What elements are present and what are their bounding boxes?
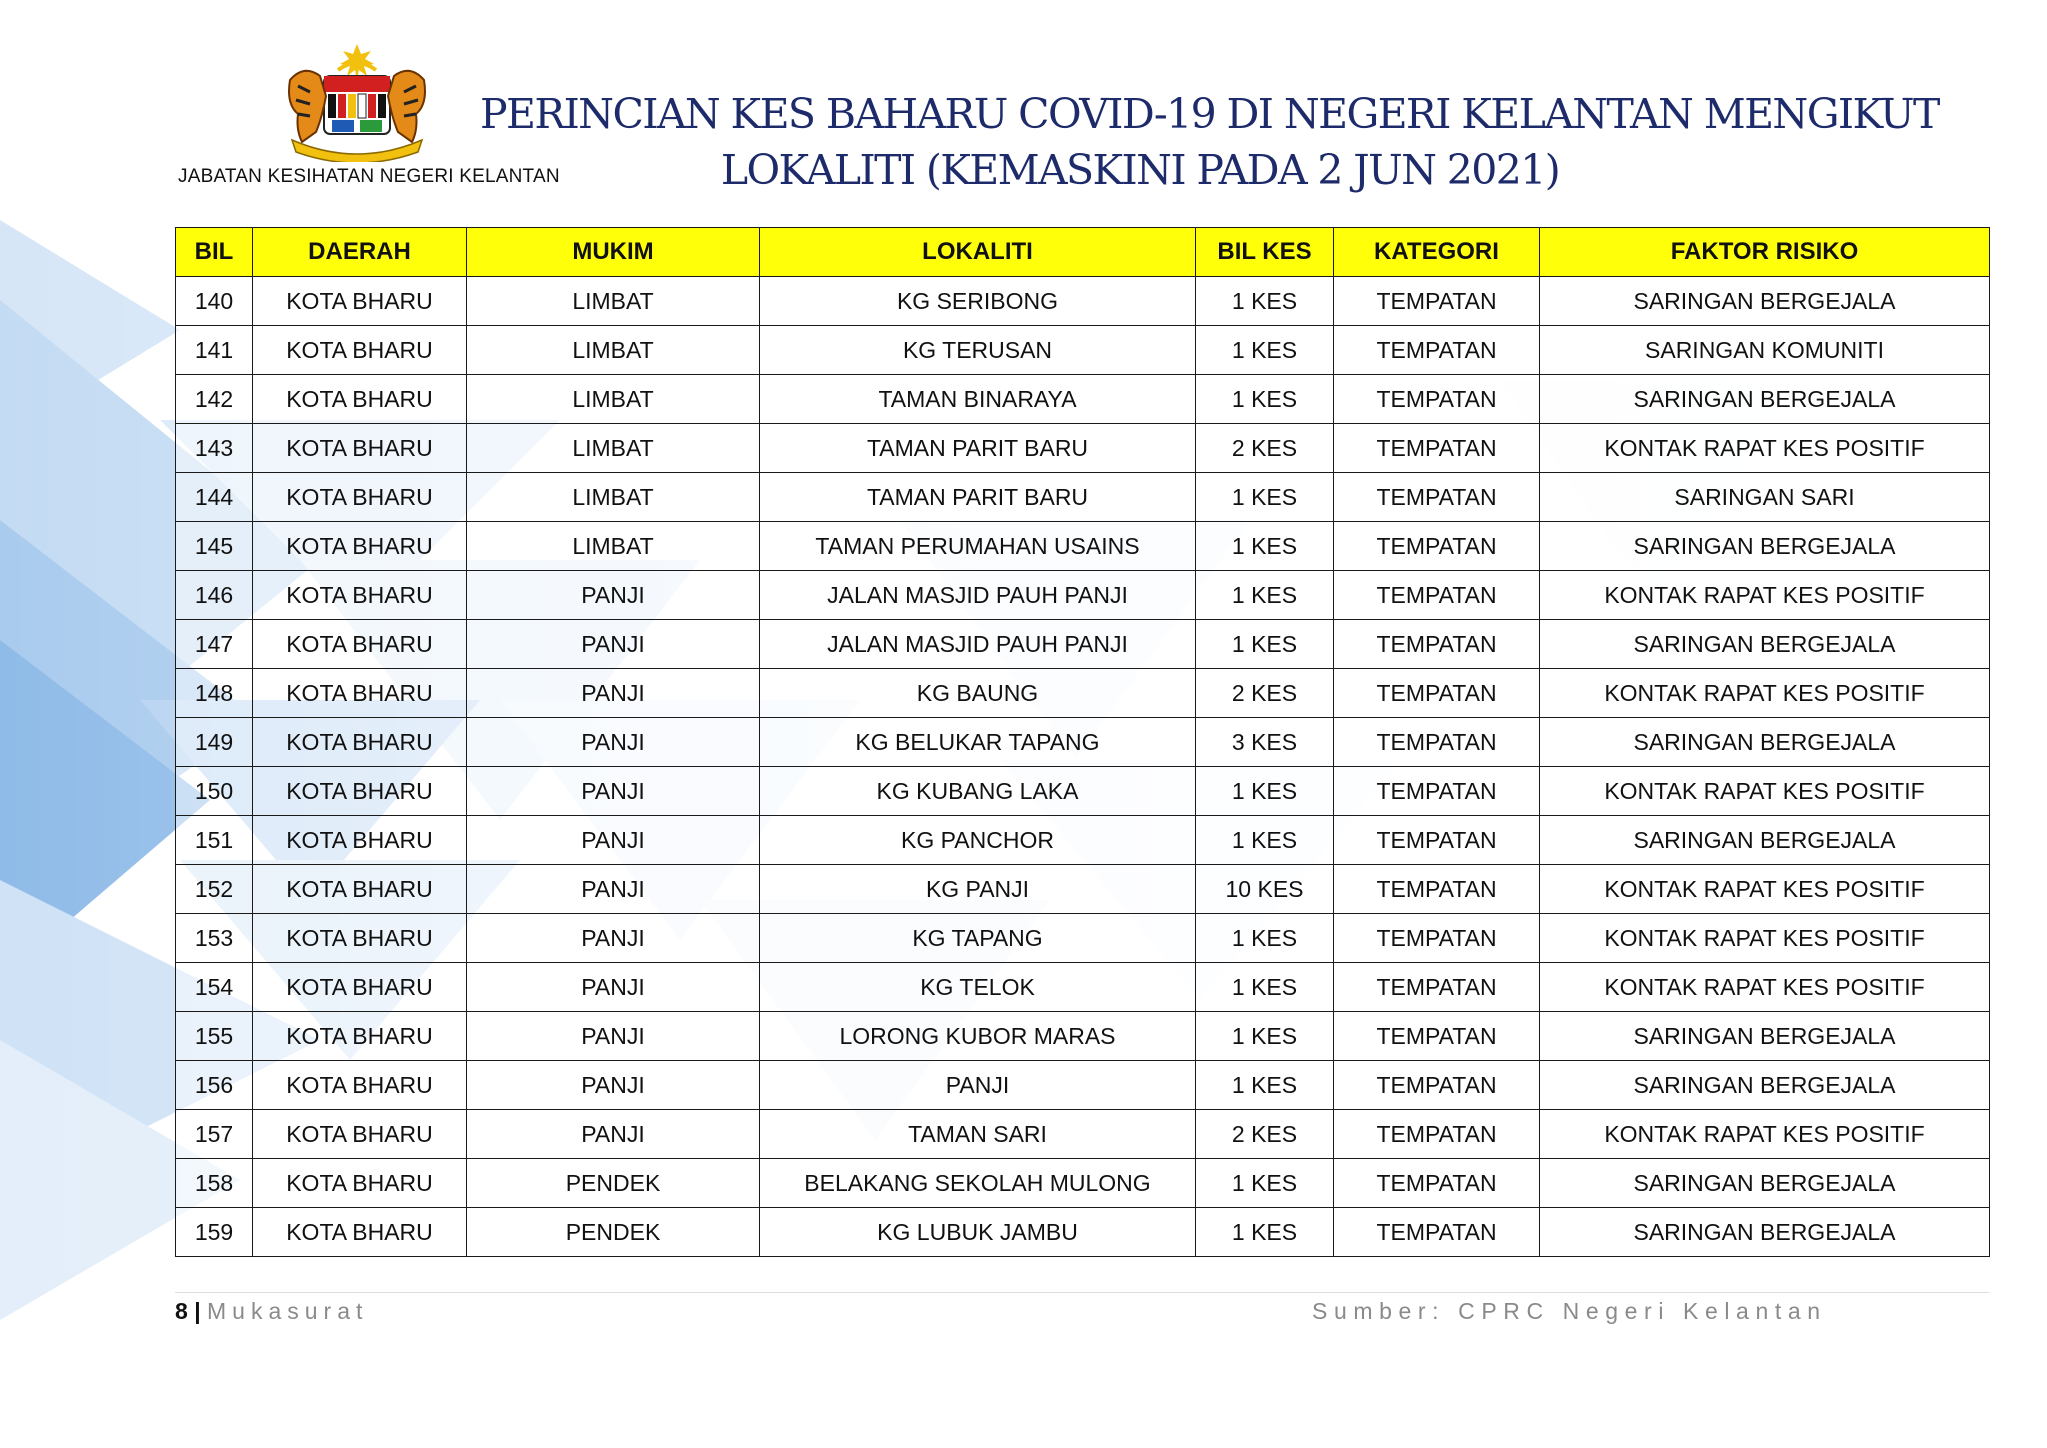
organization-name: JABATAN KESIHATAN NEGERI KELANTAN (178, 166, 560, 187)
cell-kategori: TEMPATAN (1334, 1061, 1540, 1110)
table-row (176, 620, 1990, 669)
cell-kategori: TEMPATAN (1334, 620, 1540, 669)
cell-daerah: KOTA BHARU (253, 767, 467, 816)
cell-lokaliti: KG BELUKAR TAPANG (760, 718, 1196, 767)
cell-bil-kes: 1 KES (1196, 620, 1334, 669)
cell-faktor-risiko: SARINGAN BERGEJALA (1540, 375, 1990, 424)
footer-separator: | (194, 1298, 201, 1324)
cell-daerah: KOTA BHARU (253, 1208, 467, 1257)
cell-bil: 145 (176, 522, 253, 571)
cell-faktor-risiko: KONTAK RAPAT KES POSITIF (1540, 767, 1990, 816)
cell-faktor-risiko: KONTAK RAPAT KES POSITIF (1540, 914, 1990, 963)
cell-bil-kes: 1 KES (1196, 816, 1334, 865)
cell-lokaliti: PANJI (760, 1061, 1196, 1110)
cell-daerah: KOTA BHARU (253, 473, 467, 522)
cell-bil-kes: 1 KES (1196, 326, 1334, 375)
cell-faktor-risiko: SARINGAN BERGEJALA (1540, 1061, 1990, 1110)
column-header-kategori: KATEGORI (1334, 228, 1540, 277)
table-row (176, 767, 1990, 816)
cell-bil: 153 (176, 914, 253, 963)
cell-kategori: TEMPATAN (1334, 963, 1540, 1012)
cell-mukim: LIMBAT (467, 326, 760, 375)
cell-lokaliti: KG TAPANG (760, 914, 1196, 963)
cell-faktor-risiko: KONTAK RAPAT KES POSITIF (1540, 963, 1990, 1012)
cell-mukim: PANJI (467, 718, 760, 767)
cell-bil: 143 (176, 424, 253, 473)
cell-mukim: PANJI (467, 1012, 760, 1061)
cell-faktor-risiko: SARINGAN BERGEJALA (1540, 1012, 1990, 1061)
cell-lokaliti: TAMAN SARI (760, 1110, 1196, 1159)
table-row (176, 669, 1990, 718)
title-line-1: PERINCIAN KES BAHARU COVID-19 DI NEGERI KELANTAN MENGIKUT (480, 90, 1939, 138)
cell-faktor-risiko: SARINGAN SARI (1540, 473, 1990, 522)
cell-daerah: KOTA BHARU (253, 620, 467, 669)
cell-daerah: KOTA BHARU (253, 914, 467, 963)
cell-daerah: KOTA BHARU (253, 277, 467, 326)
cell-daerah: KOTA BHARU (253, 718, 467, 767)
cell-lokaliti: KG PANJI (760, 865, 1196, 914)
cell-daerah: KOTA BHARU (253, 571, 467, 620)
table-row (176, 1110, 1990, 1159)
table-row (176, 914, 1990, 963)
cell-lokaliti: BELAKANG SEKOLAH MULONG (760, 1159, 1196, 1208)
cell-daerah: KOTA BHARU (253, 1061, 467, 1110)
cell-bil: 144 (176, 473, 253, 522)
cell-faktor-risiko: SARINGAN BERGEJALA (1540, 1208, 1990, 1257)
page-title (480, 86, 1939, 198)
cell-bil: 155 (176, 1012, 253, 1061)
cell-bil-kes: 1 KES (1196, 1159, 1334, 1208)
column-header-bil-kes: BIL KES (1196, 228, 1334, 277)
cell-mukim: PENDEK (467, 1159, 760, 1208)
cell-bil-kes: 1 KES (1196, 375, 1334, 424)
cell-lokaliti: KG PANCHOR (760, 816, 1196, 865)
cell-faktor-risiko: KONTAK RAPAT KES POSITIF (1540, 1110, 1990, 1159)
cell-bil: 154 (176, 963, 253, 1012)
cell-mukim: LIMBAT (467, 424, 760, 473)
table-row (176, 865, 1990, 914)
cell-bil-kes: 2 KES (1196, 669, 1334, 718)
cell-bil-kes: 1 KES (1196, 767, 1334, 816)
cell-mukim: PANJI (467, 767, 760, 816)
cell-mukim: PANJI (467, 571, 760, 620)
table-row (176, 1159, 1990, 1208)
page-number: 8 (175, 1298, 188, 1324)
cell-daerah: KOTA BHARU (253, 1110, 467, 1159)
cell-faktor-risiko: SARINGAN BERGEJALA (1540, 620, 1990, 669)
cell-faktor-risiko: SARINGAN BERGEJALA (1540, 816, 1990, 865)
cell-bil: 140 (176, 277, 253, 326)
cell-faktor-risiko: SARINGAN BERGEJALA (1540, 718, 1990, 767)
title-line-2: LOKALITI (KEMASKINI PADA 2 JUN 2021) (720, 146, 1560, 194)
cell-daerah: KOTA BHARU (253, 865, 467, 914)
cell-kategori: TEMPATAN (1334, 473, 1540, 522)
cell-lokaliti: KG SERIBONG (760, 277, 1196, 326)
cell-faktor-risiko: KONTAK RAPAT KES POSITIF (1540, 669, 1990, 718)
cell-daerah: KOTA BHARU (253, 816, 467, 865)
cell-mukim: LIMBAT (467, 277, 760, 326)
cell-bil-kes: 1 KES (1196, 571, 1334, 620)
cell-kategori: TEMPATAN (1334, 522, 1540, 571)
cell-lokaliti: JALAN MASJID PAUH PANJI (760, 571, 1196, 620)
cell-bil: 157 (176, 1110, 253, 1159)
cell-bil: 156 (176, 1061, 253, 1110)
table-row (176, 424, 1990, 473)
cell-bil: 159 (176, 1208, 253, 1257)
cell-daerah: KOTA BHARU (253, 963, 467, 1012)
cell-kategori: TEMPATAN (1334, 669, 1540, 718)
cell-lokaliti: TAMAN PARIT BARU (760, 473, 1196, 522)
cell-bil-kes: 3 KES (1196, 718, 1334, 767)
table-row (176, 1012, 1990, 1061)
cell-faktor-risiko: SARINGAN BERGEJALA (1540, 522, 1990, 571)
cell-kategori: TEMPATAN (1334, 816, 1540, 865)
table-row (176, 571, 1990, 620)
column-header-lokaliti: LOKALITI (760, 228, 1196, 277)
cell-bil: 142 (176, 375, 253, 424)
cell-faktor-risiko: SARINGAN BERGEJALA (1540, 1159, 1990, 1208)
cases-table (175, 227, 1990, 1257)
cell-daerah: KOTA BHARU (253, 669, 467, 718)
cell-bil-kes: 1 KES (1196, 473, 1334, 522)
cell-kategori: TEMPATAN (1334, 277, 1540, 326)
column-header-daerah: DAERAH (253, 228, 467, 277)
footer-divider (175, 1292, 1989, 1293)
cell-bil-kes: 1 KES (1196, 963, 1334, 1012)
cell-kategori: TEMPATAN (1334, 1012, 1540, 1061)
cell-daerah: KOTA BHARU (253, 1012, 467, 1061)
page-number-footer (175, 1298, 368, 1325)
column-header-faktor-risiko: FAKTOR RISIKO (1540, 228, 1990, 277)
cell-mukim: PANJI (467, 669, 760, 718)
cell-lokaliti: KG TERUSAN (760, 326, 1196, 375)
cell-mukim: PENDEK (467, 1208, 760, 1257)
cell-kategori: TEMPATAN (1334, 1159, 1540, 1208)
cell-bil-kes: 1 KES (1196, 277, 1334, 326)
table-row (176, 473, 1990, 522)
cell-faktor-risiko: SARINGAN KOMUNITI (1540, 326, 1990, 375)
cell-bil: 158 (176, 1159, 253, 1208)
cell-bil: 141 (176, 326, 253, 375)
cell-daerah: KOTA BHARU (253, 1159, 467, 1208)
cell-faktor-risiko: KONTAK RAPAT KES POSITIF (1540, 424, 1990, 473)
table-row (176, 718, 1990, 767)
cell-daerah: KOTA BHARU (253, 522, 467, 571)
cell-bil-kes: 1 KES (1196, 914, 1334, 963)
cell-lokaliti: TAMAN BINARAYA (760, 375, 1196, 424)
cell-mukim: PANJI (467, 816, 760, 865)
cell-daerah: KOTA BHARU (253, 424, 467, 473)
cell-daerah: KOTA BHARU (253, 375, 467, 424)
cell-mukim: PANJI (467, 865, 760, 914)
cell-kategori: TEMPATAN (1334, 571, 1540, 620)
cell-mukim: LIMBAT (467, 473, 760, 522)
cell-lokaliti: KG KUBANG LAKA (760, 767, 1196, 816)
cell-lokaliti: KG LUBUK JAMBU (760, 1208, 1196, 1257)
cell-bil-kes: 10 KES (1196, 865, 1334, 914)
cell-mukim: PANJI (467, 963, 760, 1012)
cell-lokaliti: TAMAN PERUMAHAN USAINS (760, 522, 1196, 571)
cell-bil: 149 (176, 718, 253, 767)
table-row (176, 1208, 1990, 1257)
cell-daerah: KOTA BHARU (253, 326, 467, 375)
table-row (176, 963, 1990, 1012)
cell-mukim: PANJI (467, 620, 760, 669)
cell-bil-kes: 1 KES (1196, 1061, 1334, 1110)
cell-kategori: TEMPATAN (1334, 1110, 1540, 1159)
cell-bil-kes: 1 KES (1196, 522, 1334, 571)
cell-bil: 151 (176, 816, 253, 865)
cell-lokaliti: TAMAN PARIT BARU (760, 424, 1196, 473)
table-header-row (176, 228, 1990, 277)
cell-bil-kes: 2 KES (1196, 1110, 1334, 1159)
table-row (176, 522, 1990, 571)
cell-bil: 148 (176, 669, 253, 718)
cell-kategori: TEMPATAN (1334, 375, 1540, 424)
table-row (176, 1061, 1990, 1110)
page-word: Mukasurat (207, 1298, 369, 1324)
table-row (176, 816, 1990, 865)
cell-lokaliti: JALAN MASJID PAUH PANJI (760, 620, 1196, 669)
cell-bil: 152 (176, 865, 253, 914)
table-row (176, 277, 1990, 326)
cell-kategori: TEMPATAN (1334, 865, 1540, 914)
cell-faktor-risiko: SARINGAN BERGEJALA (1540, 277, 1990, 326)
cell-bil: 147 (176, 620, 253, 669)
cell-bil: 150 (176, 767, 253, 816)
cell-bil-kes: 1 KES (1196, 1208, 1334, 1257)
column-header-bil: BIL (176, 228, 253, 277)
table-row (176, 375, 1990, 424)
cell-mukim: LIMBAT (467, 522, 760, 571)
cell-mukim: LIMBAT (467, 375, 760, 424)
cell-faktor-risiko: KONTAK RAPAT KES POSITIF (1540, 571, 1990, 620)
coat-of-arms-icon (272, 40, 442, 162)
column-header-mukim: MUKIM (467, 228, 760, 277)
cell-kategori: TEMPATAN (1334, 326, 1540, 375)
source-footer: Sumber: CPRC Negeri Kelantan (1312, 1298, 1827, 1324)
cell-bil-kes: 1 KES (1196, 1012, 1334, 1061)
cell-bil: 146 (176, 571, 253, 620)
table-body (176, 277, 1990, 1257)
cell-mukim: PANJI (467, 1061, 760, 1110)
cell-kategori: TEMPATAN (1334, 718, 1540, 767)
cell-mukim: PANJI (467, 914, 760, 963)
cell-kategori: TEMPATAN (1334, 767, 1540, 816)
cell-kategori: TEMPATAN (1334, 424, 1540, 473)
cell-kategori: TEMPATAN (1334, 1208, 1540, 1257)
cell-lokaliti: KG TELOK (760, 963, 1196, 1012)
cell-mukim: PANJI (467, 1110, 760, 1159)
cell-kategori: TEMPATAN (1334, 914, 1540, 963)
table-row (176, 326, 1990, 375)
cell-lokaliti: LORONG KUBOR MARAS (760, 1012, 1196, 1061)
cell-lokaliti: KG BAUNG (760, 669, 1196, 718)
cell-faktor-risiko: KONTAK RAPAT KES POSITIF (1540, 865, 1990, 914)
cell-bil-kes: 2 KES (1196, 424, 1334, 473)
